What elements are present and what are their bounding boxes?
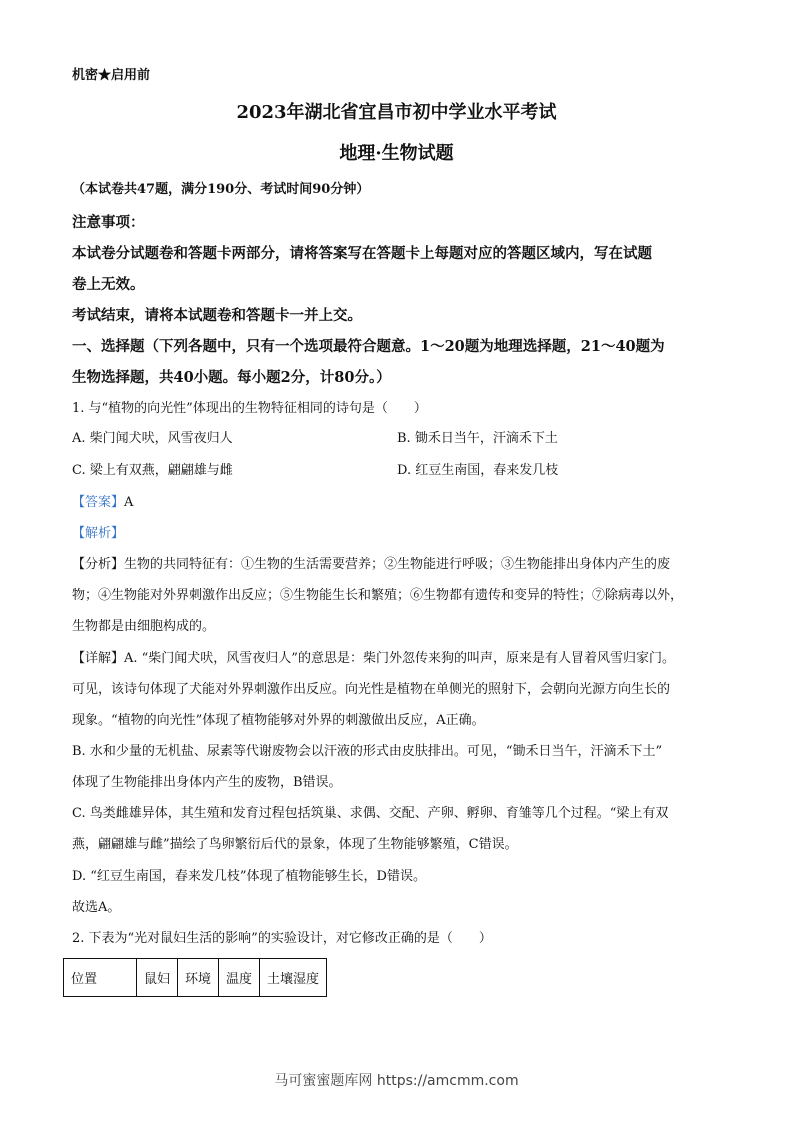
option-b: B. 锄禾日当午，汗滴禾下土 [397, 431, 558, 446]
explanation-line: 【详解】A. “柴门闻犬吠，风雪夜归人”的意思是：柴门外忽传来狗的叫声，原来是有人冒着风雪归家门。 [72, 651, 675, 666]
analysis-line: 【分析】生物的共同特征有：①生物的生活需要营养；②生物能进行呼吸；③生物能排出身体内产生的废 [72, 557, 671, 572]
exam-info: （本试卷共47题，满分190分、考试时间90分钟） [72, 182, 370, 197]
table-header-cell: 鼠妇 [137, 959, 178, 997]
answer-value: A [124, 495, 134, 510]
table-header-cell: 环境 [178, 959, 219, 997]
explanation-line: B. 水和少量的无机盐、尿素等代谢废物会以汗液的形式由皮肤排出。可见，“锄禾日当午，汗滴禾下土” [72, 744, 663, 759]
experiment-table [63, 958, 327, 997]
section-heading: 生物选择题，共40小题。每小题2分，计80分。） [72, 369, 391, 386]
notice-line: 本试卷分试题卷和答题卡两部分，请将答案写在答题卡上每题对应的答题区域内，写在试题 [72, 245, 652, 262]
analysis-line: 物；④生物能对外界刺激作出反应；⑤生物能生长和繁殖；⑥生物都有遗传和变异的特性；⑦除病毒以外， [72, 588, 684, 603]
confidential-label: 机密★启用前 [72, 68, 151, 83]
option-c: C. 梁上有双燕，翩翩雄与雌 [72, 463, 233, 478]
explanation-line: 体现了生物能排出身体内产生的废物，B错误。 [72, 775, 342, 790]
notice-line: 卷上无效。 [72, 276, 145, 293]
explanation-line: 燕，翩翩雄与雌”描绘了鸟卵繁衍后代的景象，体现了生物能够繁殖，C错误。 [72, 837, 518, 852]
explanation-line: C. 鸟类雌雄异体，其生殖和发育过程包括筑巢、求偶、交配、产卵、孵卵、育雏等几个过程。“梁上有双 [72, 806, 669, 821]
exam-title: 2023年湖北省宜昌市初中学业水平考试 [236, 102, 557, 123]
exam-subtitle: 地理·生物试题 [339, 143, 454, 164]
option-d: D. 红豆生南国，春来发几枝 [397, 463, 559, 478]
explanation-line: 故选A。 [72, 900, 121, 915]
section-heading: 一、选择题（下列各题中，只有一个选项最符合题意。1～20题为地理选择题，21～40题为 [72, 338, 665, 355]
question-stem: 1. 与“植物的向光性”体现出的生物特征相同的诗句是（ ） [72, 401, 427, 416]
explanation-line: D. “红豆生南国，春来发几枝”体现了植物能够生长，D错误。 [72, 869, 426, 884]
explanation-line: 现象。“植物的向光性”体现了植物能够对外界的刺激做出反应，A正确。 [72, 713, 485, 728]
analysis-tag: 【解析】 [72, 526, 125, 541]
table-header-cell: 土壤湿度 [260, 959, 327, 997]
table-header-cell: 位置 [64, 959, 137, 997]
notice-line: 考试结束，请将本试题卷和答题卡一并上交。 [72, 307, 362, 324]
option-a: A. 柴门闻犬吠，风雪夜归人 [72, 431, 233, 446]
notice-heading: 注意事项： [72, 214, 145, 231]
analysis-line: 生物都是由细胞构成的。 [72, 619, 216, 634]
table-row [64, 959, 327, 997]
explanation-line: 可见，该诗句体现了犬能对外界刺激作出反应。向光性是植物在单侧光的照射下，会朝向光源方向生长的 [72, 682, 671, 697]
answer-line [72, 493, 133, 513]
answer-tag: 【答案】 [72, 495, 125, 510]
question-stem: 2. 下表为“光对鼠妇生活的影响”的实验设计，对它修改正确的是（ ） [72, 931, 492, 946]
table-header-cell: 温度 [219, 959, 260, 997]
footer-watermark: 马可蜜蜜题库网 https://amcmm.com [274, 1073, 519, 1089]
